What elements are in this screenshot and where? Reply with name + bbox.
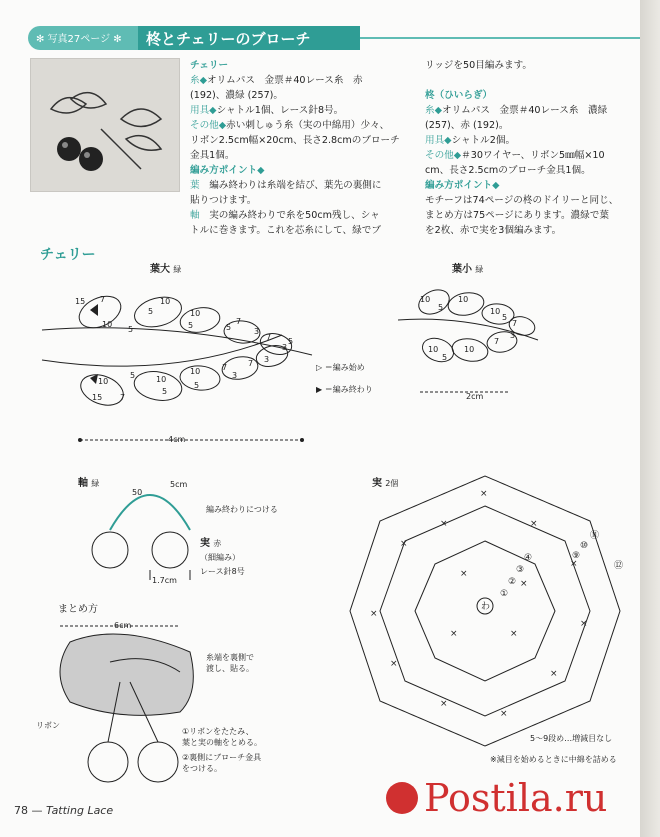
axis-label: 軸 — [190, 210, 200, 221]
leaf-text-2: 貼りつけます。 — [190, 195, 257, 206]
leaf-text: 編み終わりは糸端を結び、葉先の裏側に — [209, 180, 382, 191]
legend-end: ▶ ＝編み終わり — [316, 385, 373, 394]
fruit-method: （細編み） — [200, 553, 240, 562]
holly-thread-label: 糸◆ — [425, 105, 442, 116]
other-text-2: リボン2.5cm幅×20cm、長さ2.8cmのブローチ — [190, 135, 400, 146]
watermark-logo-icon — [386, 782, 418, 814]
axis-50: 50 — [132, 488, 143, 497]
svg-text:5: 5 — [502, 313, 508, 322]
svg-text:①: ① — [500, 589, 509, 599]
page-footer: 78 — Tatting Lace — [14, 804, 114, 817]
svg-text:×: × — [510, 629, 518, 639]
fruit-crochet-chart — [340, 466, 630, 756]
svg-text:5: 5 — [128, 325, 134, 334]
holly-thread-text: オリムパス 金票＃40レース糸 濃緑 — [441, 105, 608, 116]
axis-note: 編み終わりにつける — [206, 505, 278, 514]
svg-text:×: × — [460, 569, 468, 579]
leaf-loop — [132, 368, 184, 404]
tools-text: シャトル1個、レース針8号。 — [216, 105, 344, 116]
svg-text:5: 5 — [130, 371, 136, 380]
book-title: Tatting Lace — [46, 804, 114, 817]
start-triangle-icon: ▷ — [316, 363, 323, 372]
product-photo — [30, 58, 180, 192]
svg-text:10: 10 — [464, 345, 475, 354]
big-fruit-title: 実 2個 — [372, 478, 399, 489]
leaf-loop — [131, 292, 185, 331]
holly-cont-text: リッジを50目編みます。 — [425, 60, 532, 71]
svg-text:×: × — [440, 699, 448, 709]
svg-text:7: 7 — [222, 363, 228, 372]
svg-text:10: 10 — [98, 377, 109, 386]
width-2cm: 2cm — [466, 392, 484, 401]
start-arrow-icon — [90, 304, 98, 316]
decrease-note: ※減目を始めるときに中綿を詰める — [490, 755, 617, 764]
svg-text:×: × — [580, 619, 588, 629]
assemble-steps: ①リボンをたたみ、 葉と実の軸をとめる。 ②裏側にブローチ金具 をつける。 — [182, 727, 262, 773]
holly-other-text: ＃30ワイヤー、リボン5㎜幅×10 — [461, 150, 605, 161]
tools-label: 用具◆ — [190, 105, 217, 116]
legend-start: ▷ ＝編み始め — [316, 363, 365, 372]
svg-text:10: 10 — [102, 320, 113, 329]
svg-text:×: × — [520, 579, 528, 589]
svg-text:5: 5 — [162, 387, 168, 396]
svg-text:7: 7 — [494, 337, 500, 346]
leaf-loop — [77, 369, 128, 410]
holly-point-heading: 編み方ポイント◆ — [425, 180, 500, 191]
fruit-hook: レース針8号 — [200, 567, 245, 576]
page-number: 78 — [14, 804, 28, 817]
holly-thread-text-2: (257)、赤 (192)。 — [425, 120, 509, 131]
svg-text:3: 3 — [254, 327, 260, 336]
chart-center-label: わ — [481, 602, 491, 612]
svg-text:7: 7 — [120, 393, 126, 402]
small-leaf-diagram — [398, 280, 548, 400]
svg-text:5: 5 — [442, 353, 448, 362]
cherry-section-title: チェリー — [40, 247, 96, 263]
svg-text:×: × — [500, 709, 508, 719]
svg-text:10: 10 — [190, 309, 201, 318]
svg-text:15: 15 — [92, 393, 103, 402]
svg-text:×: × — [400, 539, 408, 549]
svg-text:10: 10 — [160, 297, 171, 306]
holly-tools-text: シャトル2個。 — [451, 135, 516, 146]
svg-text:④: ④ — [524, 553, 533, 563]
svg-text:10: 10 — [428, 345, 439, 354]
axis-5cm: 5cm — [170, 480, 188, 489]
svg-text:⑫: ⑫ — [614, 561, 624, 571]
point-heading: 編み方ポイント◆ — [190, 165, 265, 176]
other-text: 赤い刺しゅう糸（実の中綿用）少々、 — [226, 120, 390, 131]
page-spine — [640, 0, 660, 837]
assemble-title: まとめ方 — [58, 604, 98, 615]
page-title: 柊とチェリーのブローチ — [146, 30, 311, 48]
holly-point-text: モチーフは74ページの柊のドイリーと同じ、 — [425, 195, 619, 206]
fruit-1-7cm: 1.7cm — [152, 576, 177, 585]
svg-text:5: 5 — [194, 381, 200, 390]
assemble-6cm: 6cm — [114, 621, 132, 630]
no-change-note: 5～9段め…増減目なし — [530, 734, 613, 743]
svg-text:7: 7 — [248, 359, 254, 368]
holly-point-text-3: を2枚、赤で実を3個編みます。 — [425, 225, 562, 236]
leaf-small-label: 葉小 緑 — [452, 264, 484, 275]
thread-text: オリムパス 金票＃40レース糸 赤 — [206, 75, 363, 86]
photo-reference: ✻ 写真27ページ ✻ — [36, 34, 122, 45]
svg-text:7: 7 — [512, 319, 518, 328]
watermark: Postila.ru — [424, 776, 608, 820]
svg-text:3: 3 — [282, 343, 288, 352]
svg-text:10: 10 — [420, 295, 431, 304]
svg-text:×: × — [530, 519, 538, 529]
ribbon-label: リボン — [36, 721, 60, 730]
svg-text:7: 7 — [236, 317, 242, 326]
leaf-label: 葉 — [190, 180, 200, 191]
svg-text:×: × — [450, 629, 458, 639]
svg-text:×: × — [480, 489, 488, 499]
svg-text:×: × — [550, 669, 558, 679]
svg-text:②: ② — [508, 577, 517, 587]
svg-text:⑪: ⑪ — [590, 531, 600, 541]
width-4cm: 4cm — [168, 435, 186, 444]
svg-text:15: 15 — [75, 297, 86, 306]
svg-text:10: 10 — [490, 307, 501, 316]
svg-text:5: 5 — [288, 337, 294, 346]
assemble-note: 糸端を裏側で 渡し、貼る。 — [206, 653, 254, 673]
other-text-3: 金具1個。 — [190, 150, 235, 161]
svg-text:×: × — [570, 559, 578, 569]
svg-text:10: 10 — [156, 375, 167, 384]
svg-text:⑩: ⑩ — [580, 541, 589, 551]
svg-text:10: 10 — [458, 295, 469, 304]
holly-instructions — [425, 58, 640, 238]
title-banner — [28, 26, 640, 50]
axis-title: 軸 緑 — [78, 478, 100, 489]
large-leaf-diagram — [40, 282, 323, 452]
holly-tools-label: 用具◆ — [425, 135, 452, 146]
svg-text:7: 7 — [266, 333, 272, 342]
end-triangle-icon: ▶ — [316, 385, 323, 394]
fruit-title: 実 赤 — [200, 538, 222, 549]
banner-line — [360, 37, 640, 39]
svg-text:⑨: ⑨ — [572, 551, 581, 561]
holly-other-text-2: cm、長さ2.5cmのブローチ金具1個。 — [425, 165, 591, 176]
svg-text:10: 10 — [190, 367, 201, 376]
holly-heading: 柊（ひいらぎ） — [425, 90, 493, 101]
svg-text:5: 5 — [226, 323, 232, 332]
leaf-large-label: 葉大 緑 — [150, 264, 182, 275]
svg-text:3: 3 — [264, 355, 270, 364]
svg-text:7: 7 — [100, 295, 106, 304]
cherry-heading: チェリー — [190, 60, 229, 71]
svg-text:×: × — [440, 519, 448, 529]
svg-text:5: 5 — [188, 321, 194, 330]
svg-text:3: 3 — [232, 371, 238, 380]
axis-text-2: トルに巻きます。これを芯糸にして、緑でブ — [190, 225, 381, 236]
axis-text: 実の編み終わりで糸を50cm残し、シャ — [209, 210, 380, 221]
cherry-instructions — [190, 58, 420, 238]
svg-text:×: × — [390, 659, 398, 669]
svg-text:3: 3 — [510, 331, 516, 340]
svg-text:5: 5 — [148, 307, 154, 316]
thread-text-2: (192)、濃緑 (257)。 — [190, 90, 284, 101]
other-label: その他◆ — [190, 120, 227, 131]
svg-text:③: ③ — [516, 565, 525, 575]
holly-other-label: その他◆ — [425, 150, 462, 161]
svg-text:×: × — [370, 609, 378, 619]
svg-text:5: 5 — [438, 303, 444, 312]
thread-label: 糸◆ — [190, 75, 207, 86]
holly-point-text-2: まとめ方は75ページにあります。濃緑で葉 — [425, 210, 609, 221]
